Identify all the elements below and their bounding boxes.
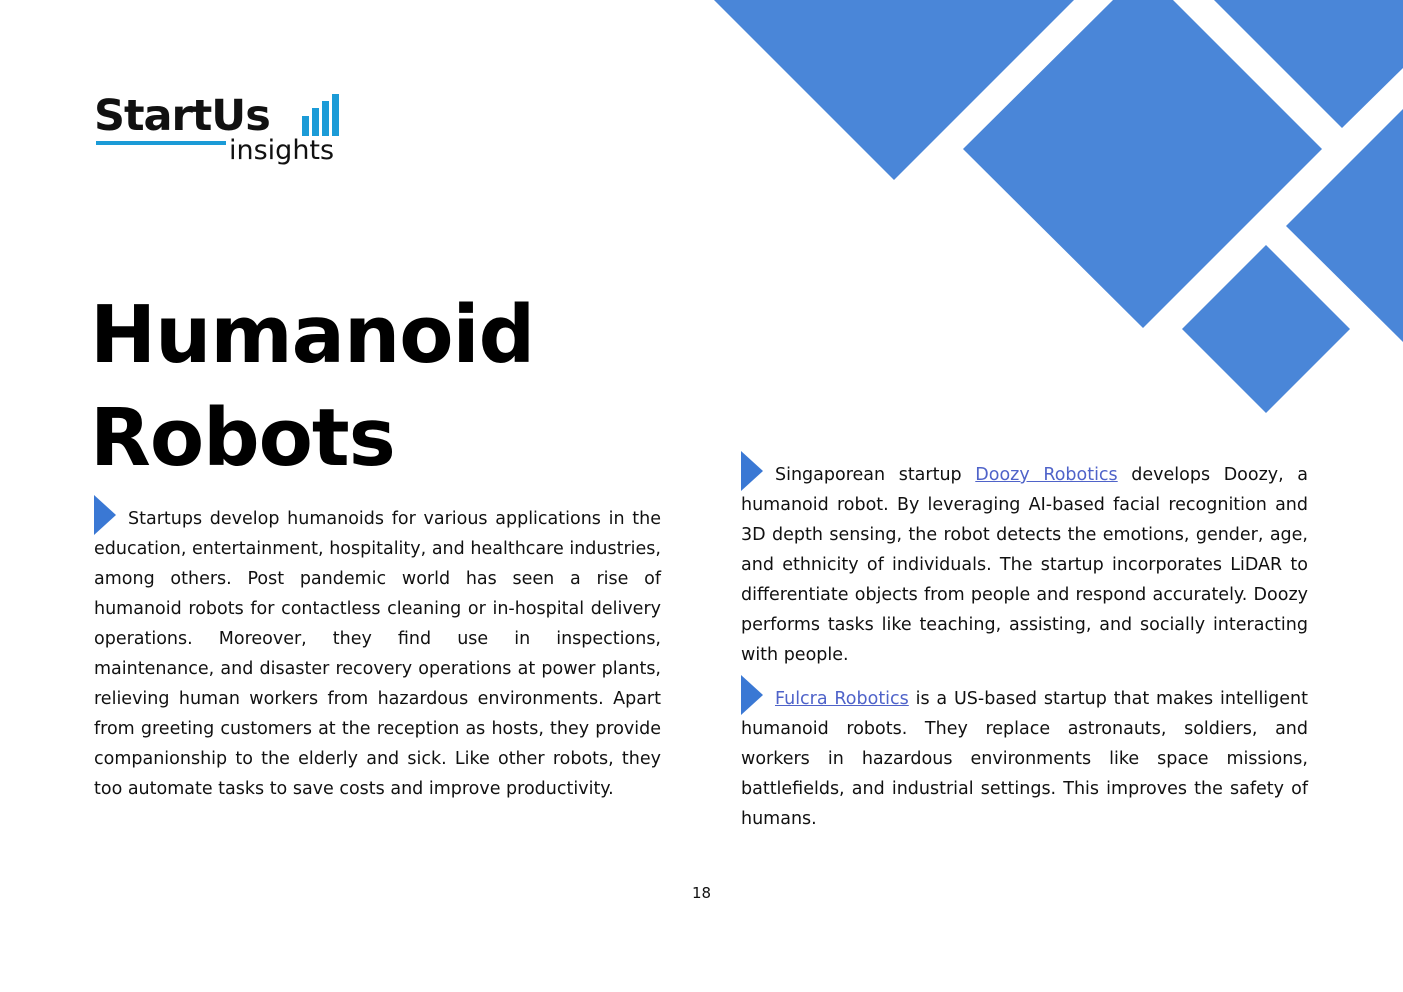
triangle-bullet-icon: [741, 675, 763, 715]
doozy-paragraph: [741, 460, 1308, 670]
logo-subtitle: insights: [229, 135, 335, 166]
title-line-2: Robots: [90, 392, 395, 484]
diamond-shape: [1182, 245, 1350, 413]
doozy-text-before: Singaporean startup: [775, 465, 976, 485]
diamond-shape: [963, 0, 1322, 328]
intro-paragraph: [94, 504, 661, 804]
bar-chart-icon: [302, 94, 342, 136]
right-column: [741, 460, 1308, 848]
logo-underline: [96, 141, 226, 145]
diamond-shape: [714, 0, 1074, 180]
fulcra-robotics-link[interactable]: Fulcra Robotics: [775, 689, 909, 709]
doozy-text-after: develops Doozy, a humanoid robot. By leveraging AI-based facial recognition and 3D depth sensing, the robot detects the emotions, gender, age, and ethnicity of individuals. The startup incorporates LiDAR to differentiate objects from people and respond accurately. Doozy performs tasks like teaching, assisting, and socially interacting with people.: [741, 465, 1309, 665]
diamond-shape: [1286, 109, 1403, 342]
left-column: [94, 504, 661, 818]
page-title: [90, 284, 534, 490]
fulcra-text-after: is a US-based startup that makes intelligent humanoid robots. They replace astronauts, soldiers, and workers in hazardous environments like space missions, battlefields, and industrial settings. This improves the safety of humans.: [741, 689, 1309, 829]
doozy-robotics-link[interactable]: Doozy Robotics: [975, 465, 1118, 485]
diamond-shape: [1214, 0, 1403, 128]
triangle-bullet-icon: [741, 451, 763, 491]
fulcra-paragraph: [741, 684, 1308, 834]
logo-wordmark: StartUs: [94, 91, 270, 141]
intro-text: Startups develop humanoids for various applications in the education, entertainment, hospitality, and healthcare industries, among others. Post pandemic world has seen a rise of humanoid robots for contactless cleaning or in-hospital delivery operations. Moreover, they find use in inspections, maintenance, and disaster recovery operations at power plants, relieving human workers from hazardous environments. Apart from greeting customers at the reception as hosts, they provide companionship to the elderly and sick. Like other robots, they too automate tasks to save costs and improve productivity.: [94, 509, 661, 799]
title-line-1: Humanoid: [90, 289, 535, 381]
startus-insights-logo: [94, 92, 344, 174]
page-number: 18: [691, 884, 712, 902]
triangle-bullet-icon: [94, 495, 116, 535]
